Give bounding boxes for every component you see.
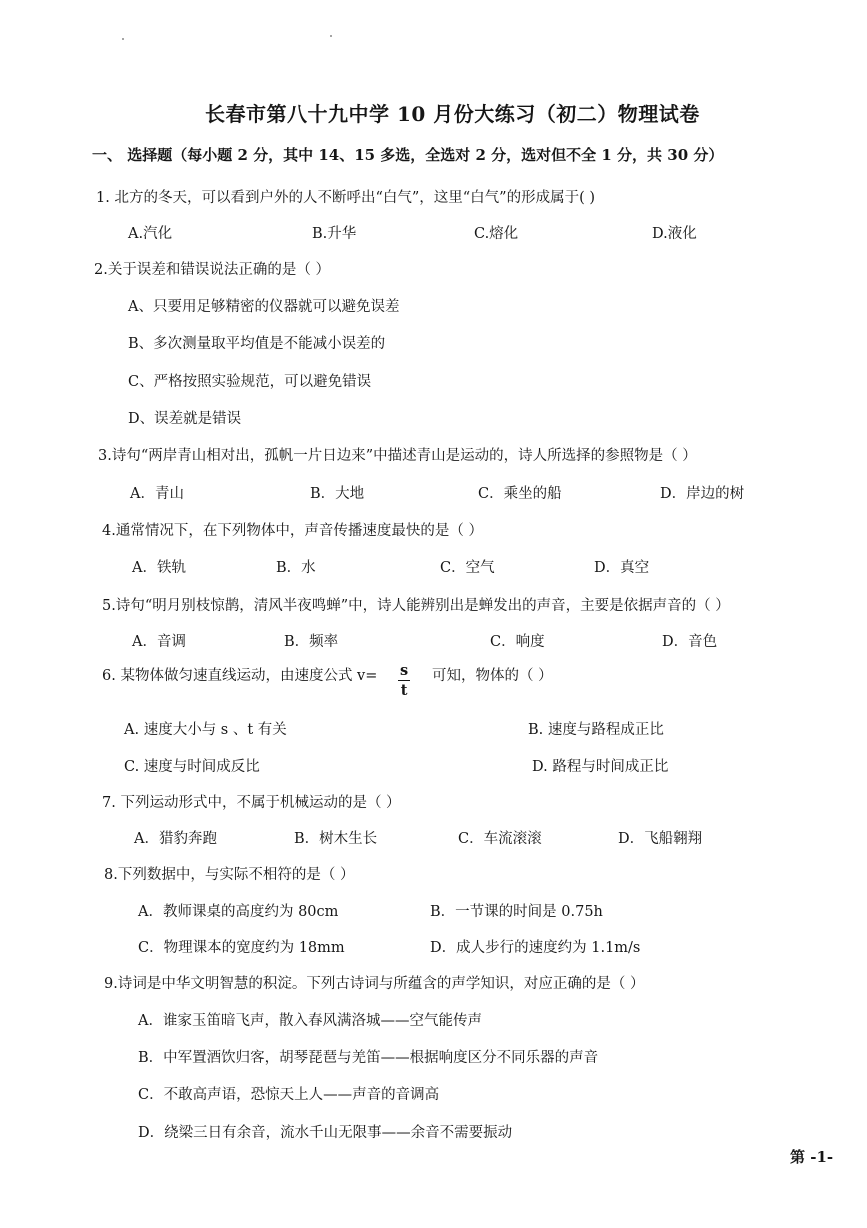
question-2-option-d: D、误差就是错误 (128, 411, 242, 427)
question-6-option-b: B. 速度与路程成正比 (528, 722, 664, 738)
question-7-stem: 7. 下列运动形式中，不属于机械运动的是（ ） (102, 795, 401, 811)
scan-speck (330, 35, 332, 37)
question-9-option-d: D．绕梁三日有余音，流水千山无限事——余音不需要振动 (138, 1125, 513, 1141)
question-3-option-d: D．岸边的树 (660, 486, 745, 502)
question-5-option-d: D．音色 (662, 634, 718, 650)
question-7-option-b: B．树木生长 (294, 831, 378, 847)
question-9-option-b: B．中军置酒饮归客，胡琴琵琶与羌笛——根据响度区分不同乐器的声音 (138, 1050, 599, 1066)
question-7-option-d: D．飞船翱翔 (618, 831, 703, 847)
question-8-option-b: B．一节课的时间是 0.75h (430, 904, 603, 920)
question-7-option-a: A．猎豹奔跑 (134, 831, 217, 847)
question-5-option-b: B．频率 (284, 634, 339, 650)
question-6-option-d: D. 路程与时间成正比 (532, 759, 669, 775)
scan-speck (122, 38, 124, 40)
question-6-stem-before: 6. 某物体做匀速直线运动，由速度公式 v= (102, 668, 378, 684)
fraction-denominator: t (400, 682, 408, 699)
question-3-option-b: B．大地 (310, 486, 365, 502)
velocity-formula-fraction (398, 662, 410, 701)
question-4-option-b: B．水 (276, 560, 316, 576)
question-2-option-a: A、只要用足够精密的仪器就可以避免误差 (128, 299, 400, 315)
question-1-option-d: D.液化 (652, 226, 697, 242)
question-1-option-a: A.汽化 (128, 226, 173, 242)
question-7-option-c: C．车流滚滚 (458, 831, 542, 847)
question-2-option-b: B、多次测量取平均值是不能减小误差的 (128, 336, 386, 352)
question-9-option-a: A．谁家玉笛暗飞声，散入春风满洛城——空气能传声 (138, 1013, 482, 1029)
question-1-stem: 1. 北方的冬天，可以看到户外的人不断呼出“白气”，这里“白气”的形成属于( ) (96, 190, 596, 206)
question-8-option-a: A．教师课桌的高度约为 80cm (138, 904, 339, 920)
question-1-option-c: C.熔化 (474, 226, 519, 242)
question-2-option-c: C、严格按照实验规范，可以避免错误 (128, 374, 372, 390)
question-4-option-a: A．铁轨 (132, 560, 186, 576)
question-4-option-c: C．空气 (440, 560, 495, 576)
question-9-stem: 9.诗词是中华文明智慧的积淀。下列古诗词与所蕴含的声学知识，对应正确的是（ ） (104, 976, 645, 992)
fraction-numerator: s (400, 662, 409, 679)
exam-title: 长春市第八十九中学 10 月份大练习（初二）物理试卷 (205, 102, 700, 126)
question-8-option-d: D．成人步行的速度约为 1.1m/s (430, 940, 641, 956)
page-number: 第 -1- (790, 1148, 834, 1166)
question-8-stem: 8.下列数据中，与实际不相符的是（ ） (104, 867, 355, 883)
question-5-option-a: A．音调 (132, 634, 186, 650)
question-2-stem: 2.关于误差和错误说法正确的是（ ） (94, 262, 330, 278)
section-heading: 一、 选择题（每小题 2 分，其中 14、15 多选，全选对 2 分，选对但不全 1 分，共 30 分） (92, 146, 724, 164)
question-5-stem: 5.诗句“明月别枝惊鹊，清风半夜鸣蝉”中，诗人能辨别出是蝉发出的声音，主要是依据声音的（ ） (102, 598, 730, 614)
question-9-option-c: C．不敢高声语，恐惊天上人——声音的音调高 (138, 1087, 440, 1103)
question-8-option-c: C．物理课本的宽度约为 18mm (138, 940, 345, 956)
question-4-stem: 4.通常情况下，在下列物体中，声音传播速度最快的是（ ） (102, 523, 483, 539)
question-3-option-a: A．青山 (130, 486, 184, 502)
question-3-option-c: C．乘坐的船 (478, 486, 562, 502)
question-6-option-a: A. 速度大小与 s 、t 有关 (124, 722, 287, 738)
question-5-option-c: C．响度 (490, 634, 545, 650)
question-3-stem: 3.诗句“两岸青山相对出，孤帆一片日边来”中描述青山是运动的，诗人所选择的参照物是（ ） (98, 448, 697, 464)
question-4-option-d: D．真空 (594, 560, 650, 576)
question-1-option-b: B.升华 (312, 226, 357, 242)
question-6-option-c: C. 速度与时间成反比 (124, 759, 260, 775)
question-6-stem-after: 可知，物体的（ ） (432, 668, 553, 684)
